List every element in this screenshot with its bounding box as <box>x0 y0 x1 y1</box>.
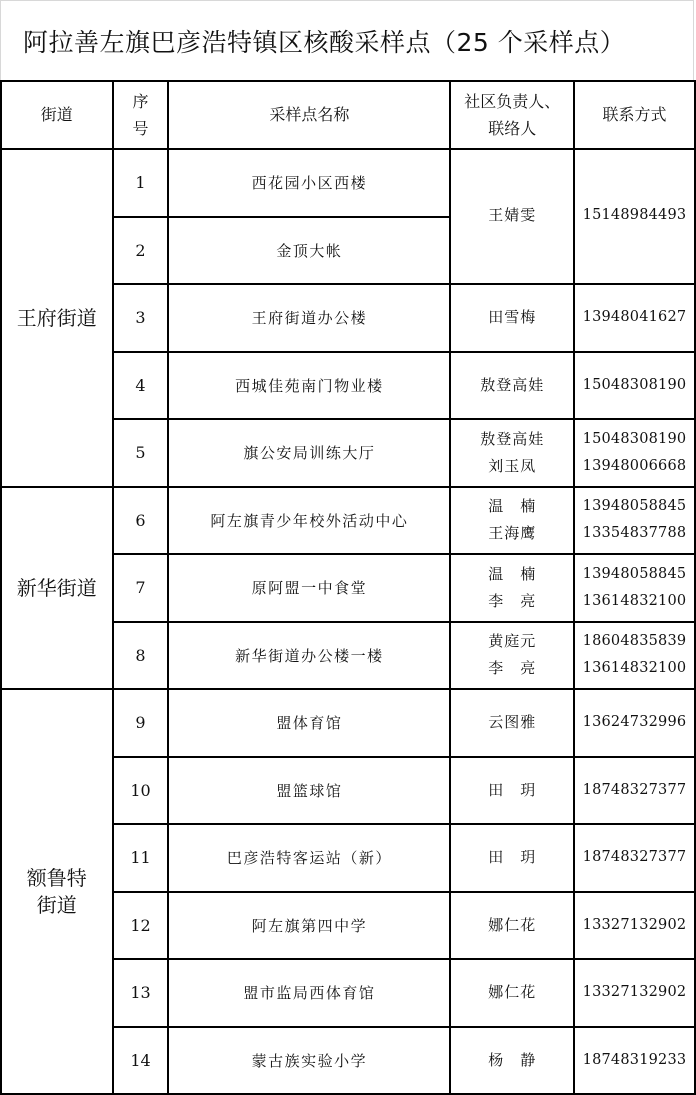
phone-number: 13948058845 <box>582 565 687 582</box>
page-title: 阿拉善左旗巴彦浩特镇区核酸采样点（25 个采样点） <box>23 28 626 57</box>
contact-person: 敖登高娃 <box>480 429 545 448</box>
contact-person: 李 亮 <box>488 659 537 678</box>
phone-number: 18604835839 <box>582 633 687 650</box>
table-row <box>1 487 695 555</box>
phone-cell <box>574 622 695 690</box>
header-contact-line2: 联络人 <box>488 119 537 138</box>
row-number: 6 <box>113 487 169 555</box>
contact-person: 王婧雯 <box>488 206 537 224</box>
contact-cell <box>450 824 574 892</box>
site-name: 盟体育馆 <box>168 689 450 757</box>
phone-number: 15148984493 <box>582 207 687 223</box>
header-contact-line1: 社区负责人、 <box>464 92 561 111</box>
phone-number: 13354837788 <box>582 525 687 542</box>
street-xinhua: 新华街道 <box>1 487 113 690</box>
phone-number: 15048308190 <box>582 376 687 393</box>
contact-person: 李 亮 <box>488 591 537 610</box>
contact-person: 王海鹰 <box>488 524 537 543</box>
contact-person: 田雪梅 <box>488 308 537 327</box>
row-number: 10 <box>113 757 169 825</box>
site-name: 阿左旗青少年校外活动中心 <box>168 487 450 555</box>
phone-number: 13327132902 <box>582 916 687 933</box>
row-number: 4 <box>113 352 169 420</box>
street-wangfu: 王府街道 <box>1 149 113 487</box>
contact-person: 刘玉凤 <box>488 456 537 475</box>
phone-number: 13327132902 <box>582 984 687 1001</box>
phone-cell <box>574 892 695 960</box>
phone-cell <box>574 1027 695 1095</box>
contact-cell <box>450 622 574 690</box>
header-seq-line1: 序 <box>132 92 149 111</box>
table-header-row <box>1 81 695 149</box>
site-name: 阿左旗第四中学 <box>168 892 450 960</box>
phone-cell <box>574 352 695 420</box>
phone-cell <box>574 689 695 757</box>
phone-cell <box>574 487 695 555</box>
site-name: 新华街道办公楼一楼 <box>168 622 450 690</box>
site-name: 巴彦浩特客运站（新） <box>168 824 450 892</box>
site-name: 旗公安局训练大厅 <box>168 419 450 487</box>
row-number: 3 <box>113 284 169 352</box>
phone-number: 15048308190 <box>582 430 687 447</box>
contact-person: 娜仁花 <box>488 983 537 1002</box>
contact-cell <box>450 892 574 960</box>
street-elute <box>1 689 113 1094</box>
phone-number: 13614832100 <box>582 660 687 677</box>
row-number: 13 <box>113 959 169 1027</box>
phone-cell <box>574 554 695 622</box>
row-number: 8 <box>113 622 169 690</box>
site-name: 西城佳苑南门物业楼 <box>168 352 450 420</box>
phone-number: 13948041627 <box>582 309 687 326</box>
table-row <box>1 149 695 217</box>
phone-number: 13614832100 <box>582 592 687 609</box>
phone-cell <box>574 284 695 352</box>
phone-number: 18748319233 <box>582 1051 687 1068</box>
contact-cell <box>450 1027 574 1095</box>
header-contact <box>450 81 574 149</box>
site-name: 金顶大帐 <box>168 217 450 285</box>
site-name: 盟篮球馆 <box>168 757 450 825</box>
phone-cell <box>574 959 695 1027</box>
contact-cell <box>450 487 574 555</box>
contact-cell <box>450 757 574 825</box>
header-seq <box>113 81 169 149</box>
contact-person: 田 玥 <box>488 848 537 867</box>
contact-cell <box>450 419 574 487</box>
contact-person: 敖登高娃 <box>480 375 545 394</box>
contact-cell <box>450 149 574 284</box>
title-bar <box>0 0 694 80</box>
contact-person: 云图雅 <box>488 713 537 732</box>
contact-cell <box>450 689 574 757</box>
site-name: 盟市监局西体育馆 <box>168 959 450 1027</box>
table-row <box>1 689 695 757</box>
header-site: 采样点名称 <box>168 81 450 149</box>
contact-person: 温 楠 <box>488 564 537 583</box>
phone-cell <box>574 419 695 487</box>
row-number: 12 <box>113 892 169 960</box>
contact-person: 黄庭元 <box>488 632 537 651</box>
row-number: 5 <box>113 419 169 487</box>
phone-number: 13624732996 <box>582 714 687 731</box>
contact-person: 杨 静 <box>488 1050 537 1069</box>
phone-cell <box>574 757 695 825</box>
phone-number: 18748327377 <box>582 849 687 866</box>
phone-number: 18748327377 <box>582 781 687 798</box>
row-number: 11 <box>113 824 169 892</box>
sampling-sites-table <box>0 80 696 1095</box>
phone-number: 13948006668 <box>582 457 687 474</box>
site-name: 原阿盟一中食堂 <box>168 554 450 622</box>
site-name: 蒙古族实验小学 <box>168 1027 450 1095</box>
row-number: 9 <box>113 689 169 757</box>
contact-cell <box>450 554 574 622</box>
row-number: 1 <box>113 149 169 217</box>
site-name: 王府街道办公楼 <box>168 284 450 352</box>
contact-cell <box>450 352 574 420</box>
site-name: 西花园小区西楼 <box>168 149 450 217</box>
street-elute-line2: 街道 <box>36 892 77 917</box>
contact-person: 娜仁花 <box>488 915 537 934</box>
contact-person: 温 楠 <box>488 497 537 516</box>
contact-cell <box>450 284 574 352</box>
phone-cell <box>574 149 695 284</box>
header-phone: 联系方式 <box>574 81 695 149</box>
phone-cell <box>574 824 695 892</box>
header-street: 街道 <box>1 81 113 149</box>
row-number: 14 <box>113 1027 169 1095</box>
phone-number: 13948058845 <box>582 498 687 515</box>
row-number: 2 <box>113 217 169 285</box>
contact-cell <box>450 959 574 1027</box>
street-elute-line1: 额鲁特 <box>26 865 87 890</box>
header-seq-line2: 号 <box>132 119 149 138</box>
contact-person: 田 玥 <box>488 780 537 799</box>
row-number: 7 <box>113 554 169 622</box>
